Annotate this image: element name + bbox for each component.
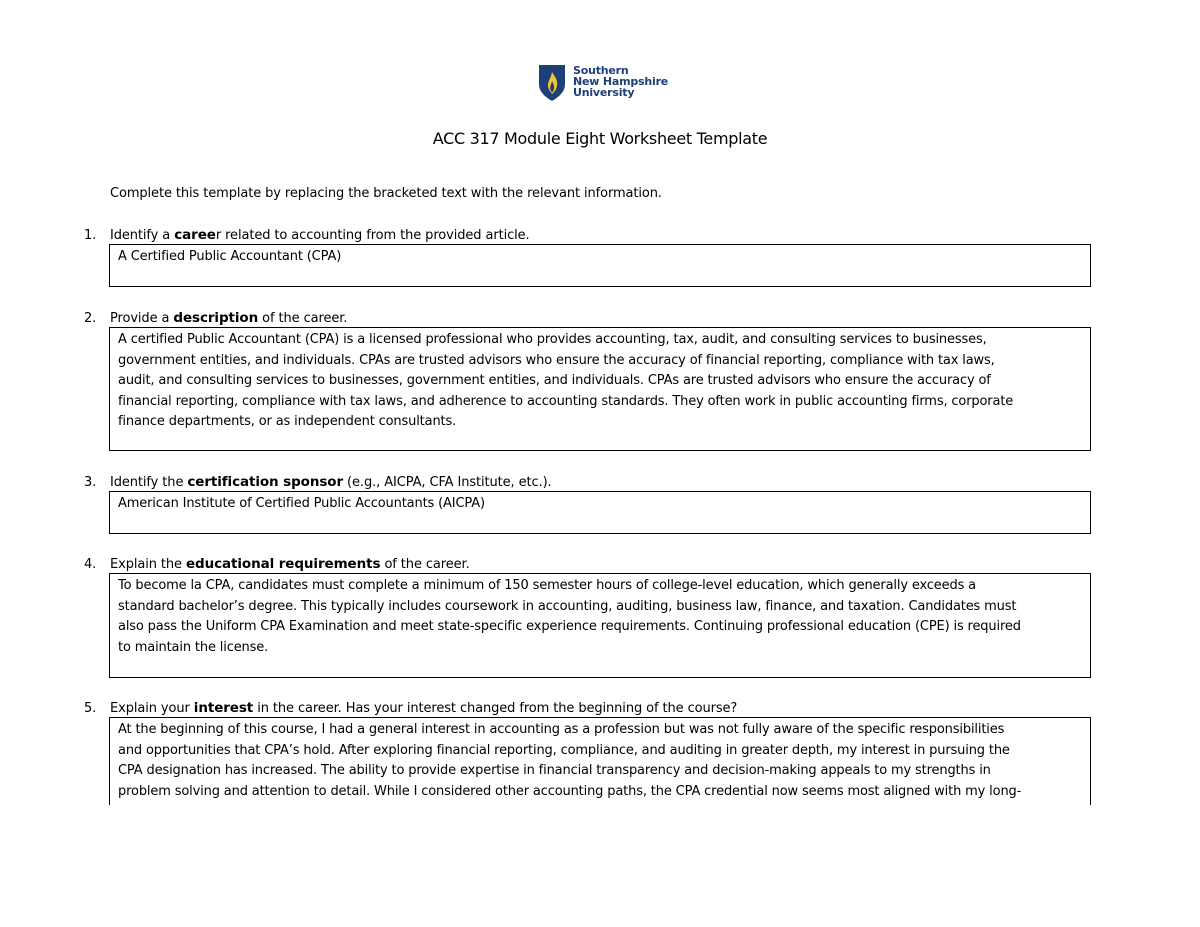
document-title: ACC 317 Module Eight Worksheet Template: [432, 129, 768, 148]
question-text-post: (e.g., AICPA, CFA Institute, etc.).: [343, 475, 552, 490]
answer-box-2[interactable]: [109, 327, 1091, 451]
answer-line: to maintain the license.: [118, 639, 269, 655]
answer-line: also pass the Uniform CPA Examination and meet state-specific experience requirements. Continuing professional education (CPE) is required: [118, 619, 1021, 635]
shield-flame-icon: [538, 64, 566, 102]
question-1: [84, 225, 530, 246]
question-2: [84, 308, 347, 329]
snhu-logo: [538, 64, 668, 104]
logo-line-1: Southern: [573, 64, 629, 77]
question-3: [84, 472, 552, 493]
answer-line: To become la CPA, candidates must complete a minimum of 150 semester hours of college-level education, which generally exceeds a: [118, 578, 976, 593]
answer-line: problem solving and attention to detail. While I considered other accounting paths, the CPA credential now seems most aligned with my long-: [118, 783, 1022, 799]
instructions-text: Complete this template by replacing the bracketed text with the relevant information.: [110, 186, 662, 201]
answer-line: At the beginning of this course, I had a general interest in accounting as a profession but was not fully aware of the specific responsibilities: [118, 722, 1005, 737]
question-keyword: certification sponsor: [187, 474, 344, 490]
question-text-post: of the career.: [258, 311, 348, 326]
question-text-pre: Explain your: [110, 701, 194, 716]
answer-box-4[interactable]: [109, 573, 1091, 678]
answer-line: financial reporting, compliance with tax laws, and adherence to accounting standards. They often work in public accounting firms, corporate: [118, 393, 1014, 409]
logo-line-2: New Hampshire: [573, 75, 669, 88]
question-keyword: educational requirements: [186, 556, 381, 572]
answer-line: A Certified Public Accountant (CPA): [118, 249, 342, 264]
answer-box-5[interactable]: [109, 717, 1091, 805]
answer-line: American Institute of Certified Public Accountants (AICPA): [118, 496, 485, 511]
answer-line: CPA designation has increased. The ability to provide expertise in financial transparency and decision-making appeals to my strengths in: [118, 763, 991, 779]
question-text-post: of the career.: [380, 557, 470, 572]
answer-line: A certified Public Accountant (CPA) is a licensed professional who provides accounting, tax, audit, and consulting services to businesses,: [118, 332, 987, 347]
question-5: [84, 698, 737, 719]
question-number: 4.: [84, 557, 97, 572]
answer-line: government entities, and individuals. CPAs are trusted advisors who ensure the accuracy of financial reporting, compliance with tax laws,: [118, 352, 995, 368]
answer-box-3[interactable]: [109, 491, 1091, 534]
question-keyword: description: [173, 310, 259, 326]
question-keyword: interest: [193, 700, 254, 716]
logo-line-3: University: [573, 86, 635, 99]
question-number: 5.: [84, 701, 97, 716]
answer-line: standard bachelor’s degree. This typically includes coursework in accounting, auditing, business law, finance, and taxation. Candidates must: [118, 598, 1017, 614]
question-text-pre: Identify a: [110, 228, 175, 243]
answer-line: finance departments, or as independent consultants.: [118, 414, 457, 430]
answer-box-1[interactable]: [109, 244, 1091, 287]
logo-wordmark: [573, 65, 668, 98]
question-number: 2.: [84, 311, 97, 326]
answer-line: and opportunities that CPA’s hold. After exploring financial reporting, compliance, and auditing in greater depth, my interest in pursuing the: [118, 742, 1010, 758]
question-number: 1.: [84, 228, 97, 243]
answer-line: audit, and consulting services to businesses, government entities, and individuals. CPAs are trusted advisors who ensure the accuracy of: [118, 373, 991, 389]
question-4: [84, 554, 470, 575]
question-text-post: r related to accounting from the provided article.: [215, 228, 530, 243]
question-text-pre: Identify the: [110, 475, 188, 490]
question-keyword: caree: [174, 227, 216, 243]
question-text-post: in the career. Has your interest changed from the beginning of the course?: [253, 701, 738, 716]
question-number: 3.: [84, 475, 97, 490]
question-text-pre: Explain the: [110, 557, 186, 572]
question-text-pre: Provide a: [110, 311, 174, 326]
